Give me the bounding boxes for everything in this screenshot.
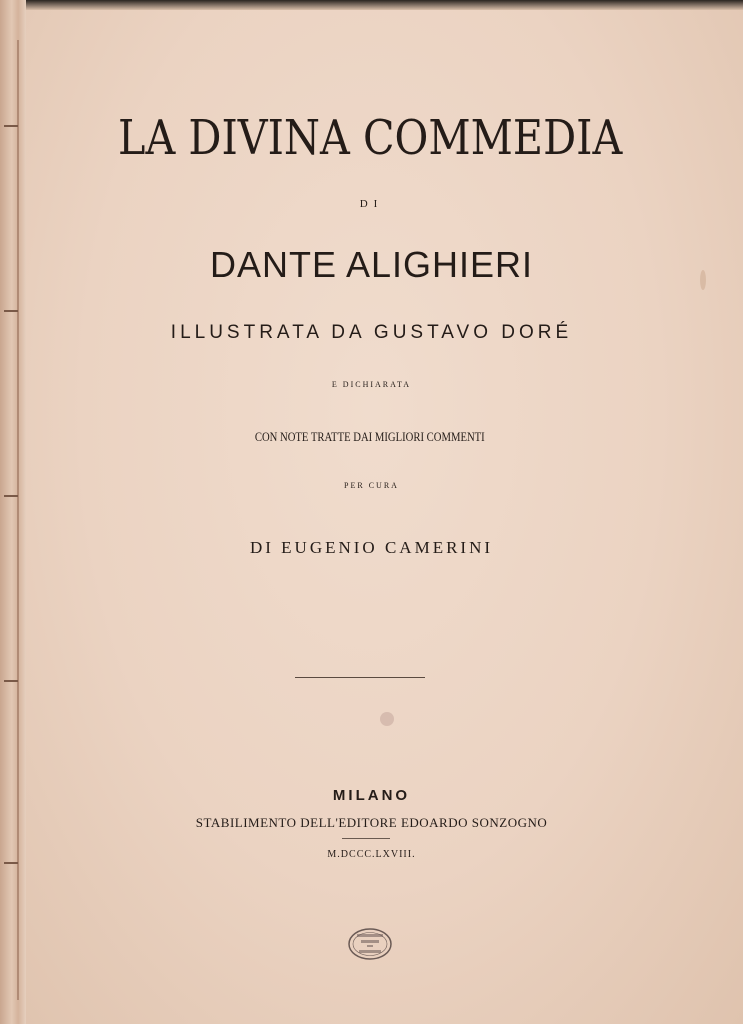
book-binding: [0, 0, 26, 1024]
imprint-rule: [342, 838, 390, 839]
editor-name: DI EUGENIO CAMERINI: [249, 538, 494, 557]
imprint-year: M.DCCC.LXVIII.: [327, 849, 416, 860]
author-name: DANTE ALIGHIERI: [209, 244, 534, 285]
notes-line: CON NOTE TRATTE DAI MIGLIORI COMMENTI: [254, 429, 485, 444]
binding-stitch: [4, 310, 18, 312]
imprint-city: MILANO: [332, 787, 411, 804]
page-top-edge: [0, 0, 743, 10]
binding-stitch: [4, 125, 18, 127]
illustrator-line: ILLUSTRATA DA GUSTAVO DORÉ: [170, 322, 573, 343]
by-line: DI: [359, 198, 384, 210]
explained-line: E DICHIARATA: [331, 380, 412, 389]
binding-stitch: [4, 495, 18, 497]
book-title: LA DIVINA COMMEDIA: [118, 110, 623, 166]
edited-by-line: PER CURA: [344, 481, 399, 490]
paper-spot: [380, 712, 394, 726]
binding-stitch: [4, 862, 18, 864]
divider-rule: [295, 677, 425, 678]
library-stamp: [347, 927, 393, 961]
binding-stitch: [4, 680, 18, 682]
imprint-publisher: STABILIMENTO DELL'EDITORE EDOARDO SONZOGNO: [195, 815, 548, 830]
